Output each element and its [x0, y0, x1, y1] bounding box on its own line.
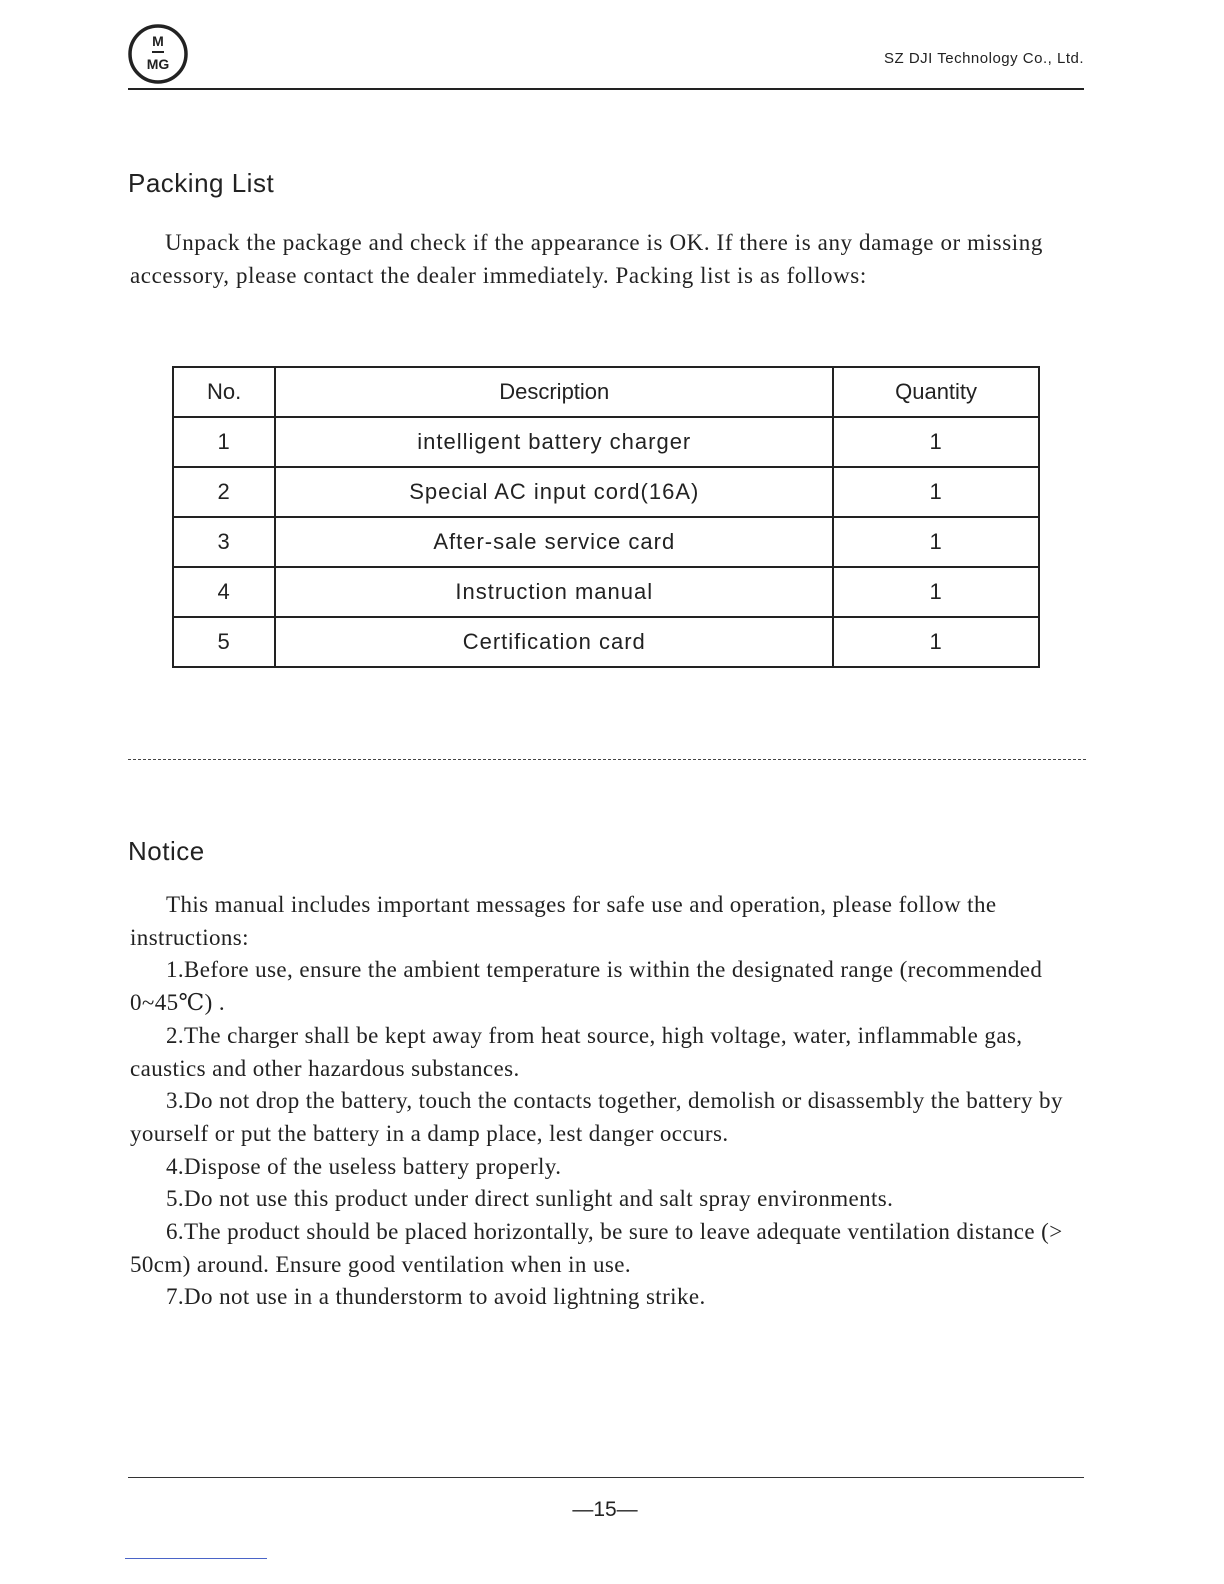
notice-item: 6.The product should be placed horizontally, be sure to leave adequate ventilation distance (> 50cm) around. Ensure good ventilation when in use.	[130, 1219, 1063, 1277]
cell-no: 2	[173, 467, 275, 517]
cell-description: Special AC input cord(16A)	[275, 467, 833, 517]
cell-no: 4	[173, 567, 275, 617]
cell-description: After-sale service card	[275, 517, 833, 567]
footer-link-underline	[125, 1558, 267, 1559]
cell-quantity: 1	[833, 417, 1039, 467]
section-divider	[128, 759, 1086, 760]
packing-intro: Unpack the package and check if the appearance is OK. If there is any damage or missing accessory, please contact the dealer immediately. Packing list is as follows:	[130, 230, 1043, 288]
cell-no: 5	[173, 617, 275, 667]
notice-title: Notice	[128, 836, 205, 866]
cell-quantity: 1	[833, 617, 1039, 667]
notice-body	[130, 889, 1080, 1314]
notice-item: 3.Do not drop the battery, touch the contacts together, demolish or disassembly the battery by yourself or put the battery in a damp place, lest danger occurs.	[130, 1088, 1063, 1146]
table-row	[173, 417, 1039, 467]
notice-item: 1.Before use, ensure the ambient temperature is within the designated range (recommended 0~45℃) .	[130, 957, 1043, 1016]
header-no: No.	[173, 367, 275, 417]
cell-quantity: 1	[833, 567, 1039, 617]
packing-table	[172, 366, 1040, 668]
header-divider	[128, 88, 1084, 90]
packing-list-title: Packing List	[128, 168, 275, 198]
company-name: SZ DJI Technology Co., Ltd.	[884, 50, 1084, 67]
logo-letters-mg: MG	[146, 56, 170, 72]
page-number: —15—	[572, 1498, 638, 1521]
table-row	[173, 617, 1039, 667]
header-quantity: Quantity	[833, 367, 1039, 417]
logo-letter-m: M	[152, 33, 164, 49]
cell-no: 3	[173, 517, 275, 567]
footer-divider	[128, 1477, 1084, 1478]
cell-quantity: 1	[833, 467, 1039, 517]
table-header-row	[173, 367, 1039, 417]
table-row	[173, 467, 1039, 517]
table-row	[173, 567, 1039, 617]
cell-no: 1	[173, 417, 275, 467]
notice-item: 4.Dispose of the useless battery properly.	[166, 1153, 562, 1179]
cell-description: Instruction manual	[275, 567, 833, 617]
notice-item: 2.The charger shall be kept away from heat source, high voltage, water, inflammable gas, caustics and other hazardous substances.	[130, 1022, 1023, 1081]
mg-logo-icon	[128, 24, 188, 84]
cell-quantity: 1	[833, 517, 1039, 567]
header-description: Description	[275, 367, 833, 417]
notice-item: 7.Do not use in a thunderstorm to avoid lightning strike.	[166, 1284, 706, 1310]
table-row	[173, 517, 1039, 567]
notice-intro: This manual includes important messages for safe use and operation, please follow the instructions:	[130, 892, 997, 950]
cell-description: intelligent battery charger	[275, 417, 833, 467]
cell-description: Certification card	[275, 617, 833, 667]
notice-item: 5.Do not use this product under direct sunlight and salt spray environments.	[166, 1186, 894, 1212]
